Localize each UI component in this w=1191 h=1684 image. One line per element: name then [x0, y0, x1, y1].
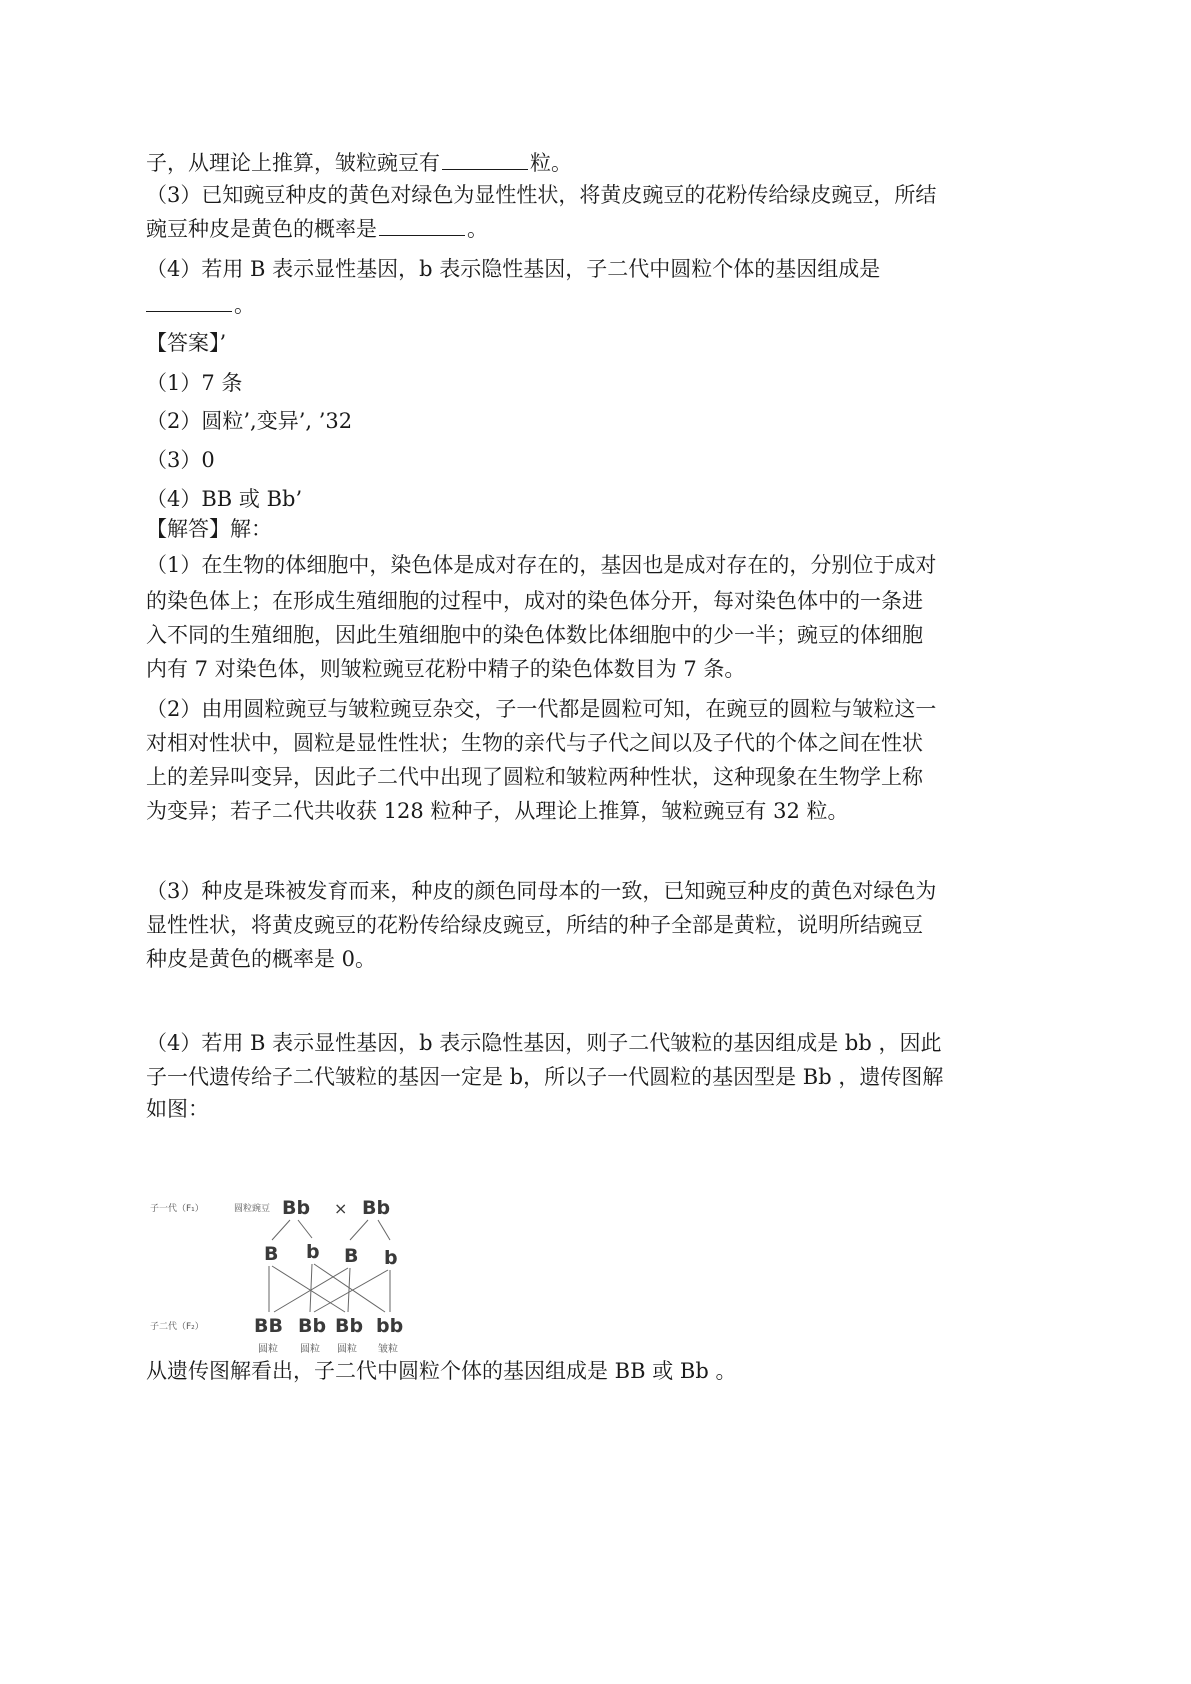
answer-line: （2）圆粒’,变异’, ’32 — [146, 409, 353, 433]
gamete-3: B — [344, 1245, 359, 1267]
text-line: 豌豆种皮是黄色的概率是 。 — [146, 217, 488, 241]
genetic-cross-diagram — [150, 1192, 450, 1362]
text-line: （1）在生物的体细胞中，染色体是成对存在的，基因也是成对存在的，分别位于成对 — [146, 553, 937, 577]
text-line: 子，从理论上推算，皱粒豌豆有 粒。 — [146, 151, 572, 175]
f2-genotype-3: Bb — [335, 1315, 364, 1337]
text-line: 上的差异叫变异，因此子二代中出现了圆粒和皱粒两种性状，这种现象在生物学上称 — [146, 765, 923, 789]
answer-line: （1）7 条 — [146, 371, 243, 395]
arrow-line — [350, 1220, 368, 1240]
f2-genotype-2: Bb — [298, 1315, 327, 1337]
f2-phenotype-2: 圆粒 — [300, 1344, 320, 1355]
text-line: 入不同的生殖细胞，因此生殖细胞中的染色体数比体细胞中的少一半；豌豆的体细胞 — [146, 623, 923, 647]
cross-symbol: × — [334, 1199, 348, 1218]
cross-line — [272, 1266, 345, 1312]
cross-line — [310, 1264, 312, 1312]
text-line: 为变异；若子二代共收获 128 粒种子，从理论上推算，皱粒豌豆有 32 粒。 — [146, 799, 849, 823]
arrow-line — [298, 1220, 312, 1238]
arrow-line — [378, 1220, 390, 1240]
text-line: （3）已知豌豆种皮的黄色对绿色为显性性状，将黄皮豌豆的花粉传给绿皮豌豆，所结 — [146, 183, 937, 207]
gamete-2: b — [306, 1241, 320, 1263]
f2-phenotype-3: 圆粒 — [337, 1344, 357, 1355]
text-line: 子一代遗传给子二代皱粒的基因一定是 b，所以子一代圆粒的基因型是 Bb ，遗传图解 — [146, 1065, 944, 1089]
text-line: （2）由用圆粒豌豆与皱粒豌豆杂交，子一代都是圆粒可知，在豌豆的圆粒与皱粒这一 — [146, 697, 937, 721]
text-line: 的染色体上；在形成生殖细胞的过程中，成对的染色体分开，每对染色体中的一条进 — [146, 589, 923, 613]
text-line: 内有 7 对染色体，则皱粒豌豆花粉中精子的染色体数目为 7 条。 — [146, 657, 746, 681]
gamete-to-offspring-lines — [269, 1264, 390, 1312]
answer-line: （3）0 — [146, 448, 215, 472]
f2-phenotype-1: 圆粒 — [258, 1344, 278, 1355]
parent-to-gamete-arrows — [272, 1220, 390, 1240]
text-line: 显性性状，将黄皮豌豆的花粉传给绿皮豌豆，所结的种子全部是黄粒，说明所结豌豆 — [146, 913, 923, 937]
cross-line — [348, 1268, 350, 1312]
f2-label: 子二代（F₂） — [150, 1322, 204, 1332]
text-line: （3）种皮是珠被发育而来，种皮的颜色同母本的一致，已知豌豆种皮的黄色对绿色为 — [146, 879, 937, 903]
gamete-4: b — [384, 1247, 398, 1269]
f2-genotype-1: BB — [254, 1315, 283, 1337]
f2-genotype-4: bb — [376, 1315, 404, 1337]
f1-left-genotype: Bb — [282, 1197, 311, 1219]
text-line: 。 — [146, 290, 255, 320]
text-line: 从遗传图解看出，子二代中圆粒个体的基因组成是 BB 或 Bb 。 — [146, 1359, 737, 1383]
answer-line: （4）BB 或 Bb’ — [146, 487, 303, 511]
gamete-1: B — [264, 1243, 279, 1265]
f1-parent-label: 圆粒豌豆 — [234, 1204, 271, 1214]
text-line: 如图： — [146, 1097, 209, 1121]
text-line: （4）若用 B 表示显性基因，b 表示隐性基因，子二代中圆粒个体的基因组成是 — [146, 257, 881, 281]
text-line: 对相对性状中，圆粒是显性性状；生物的亲代与子代之间以及子代的个体之间在性状 — [146, 731, 923, 755]
text-line: （4）若用 B 表示显性基因，b 表示隐性基因，则子二代皱粒的基因组成是 bb ，因此 — [146, 1031, 942, 1055]
f2-phenotype-4: 皱粒 — [378, 1344, 398, 1355]
answer-heading: 【答案】’ — [146, 331, 227, 355]
text-line: 种皮是黄色的概率是 0。 — [146, 947, 377, 971]
explanation-heading: 【解答】解： — [146, 517, 272, 541]
arrow-line — [272, 1220, 290, 1240]
answer-blank — [442, 151, 528, 170]
f1-right-genotype: Bb — [362, 1197, 391, 1219]
f1-label: 子一代（F₁） — [150, 1204, 204, 1214]
answer-blank — [379, 217, 465, 236]
cross-line — [314, 1270, 388, 1312]
answer-blank — [146, 293, 232, 312]
